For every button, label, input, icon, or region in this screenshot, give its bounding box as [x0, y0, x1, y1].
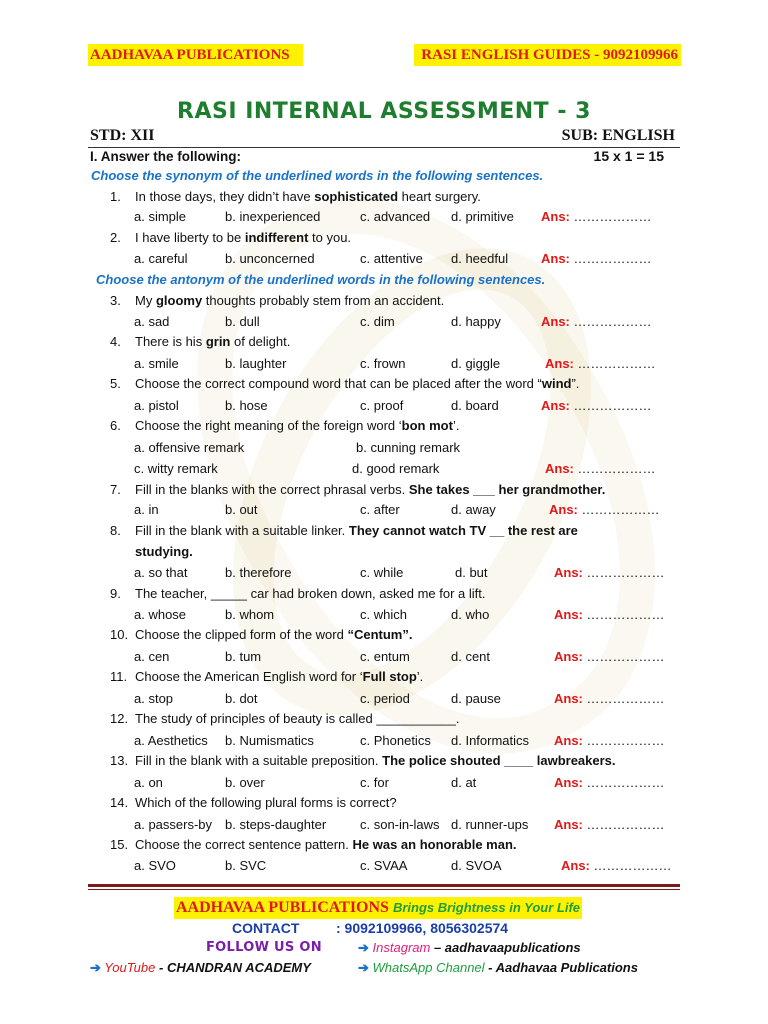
- question-emphasis: grin: [205, 334, 231, 349]
- option-c[interactable]: c. Phonetics: [360, 733, 431, 748]
- option-a[interactable]: a. on: [134, 775, 163, 790]
- option-a[interactable]: a. careful: [134, 251, 188, 266]
- question-text: Which of the following plural forms is correct?: [135, 795, 397, 810]
- question-6: [110, 418, 459, 433]
- option-b[interactable]: b. tum: [225, 649, 262, 664]
- question-number: 6.: [110, 418, 121, 433]
- subject-label: SUB: ENGLISH: [561, 127, 675, 144]
- question-5: [110, 376, 579, 391]
- option-d[interactable]: d. giggle: [451, 356, 501, 371]
- answer-blank[interactable]: [541, 209, 652, 224]
- page-title: RASI INTERNAL ASSESSMENT - 3: [177, 99, 591, 124]
- answer-blank[interactable]: [541, 314, 652, 329]
- option-c[interactable]: c. witty remark: [134, 461, 218, 476]
- footer-banner: [174, 897, 582, 919]
- contact-numbers: : 9092109966, 8056302574: [336, 920, 509, 936]
- answer-blank[interactable]: [554, 733, 665, 748]
- option-c[interactable]: c. son-in-laws: [360, 817, 440, 832]
- option-b[interactable]: b. whom: [225, 607, 275, 622]
- footer-tagline: Brings Brightness in Your Life: [392, 900, 581, 915]
- question-text: Choose the right meaning of the foreign word ‘: [135, 418, 402, 433]
- question-emphasis: gloomy: [155, 293, 203, 308]
- instagram-handle: – aadhavaapublications: [433, 940, 581, 955]
- question-number: 13.: [110, 753, 129, 768]
- option-a[interactable]: a. stop: [134, 691, 174, 706]
- option-a[interactable]: a. passers-by: [134, 817, 213, 832]
- option-b[interactable]: b. laughter: [225, 356, 287, 371]
- question-emphasis: indifferent: [244, 230, 309, 245]
- question-text: I have liberty to be: [135, 230, 245, 245]
- option-c[interactable]: c. while: [360, 565, 404, 580]
- question-number: 3.: [110, 293, 121, 308]
- answer-label: Ans:: [545, 461, 574, 476]
- answer-label: Ans:: [561, 858, 590, 873]
- option-a[interactable]: a. pistol: [134, 398, 179, 413]
- option-c[interactable]: c. attentive: [360, 251, 423, 266]
- answer-dots: ………………: [586, 733, 665, 748]
- answer-dots: ………………: [573, 209, 652, 224]
- question-text: Choose the American English word for ‘: [135, 669, 363, 684]
- answer-dots: ………………: [586, 691, 665, 706]
- question-text: Choose the clipped form of the word: [135, 627, 348, 642]
- option-d[interactable]: d. away: [451, 502, 496, 517]
- option-c[interactable]: c. advanced: [360, 209, 431, 224]
- option-d[interactable]: d. board: [451, 398, 499, 413]
- whatsapp-label: WhatsApp Channel: [372, 960, 485, 975]
- option-d[interactable]: d. pause: [451, 691, 501, 706]
- answer-label: Ans:: [554, 565, 583, 580]
- answer-dots: ………………: [577, 461, 656, 476]
- question-2: [110, 230, 351, 245]
- question-number: 9.: [110, 586, 121, 601]
- option-d[interactable]: d. SVOA: [451, 858, 502, 873]
- instagram-label: Instagram: [372, 940, 431, 955]
- answer-blank[interactable]: [554, 691, 665, 706]
- answer-label: Ans:: [554, 649, 583, 664]
- whatsapp-channel: - Aadhavaa Publications: [488, 960, 638, 975]
- answer-label: Ans:: [541, 398, 570, 413]
- answer-blank[interactable]: [541, 398, 652, 413]
- question-10: [110, 627, 412, 642]
- question-8: [110, 523, 578, 538]
- answer-blank[interactable]: [554, 565, 665, 580]
- question-9: [110, 586, 486, 601]
- question-14: [110, 795, 397, 810]
- answer-blank[interactable]: [541, 251, 652, 266]
- option-c[interactable]: c. which: [360, 607, 407, 622]
- answer-dots: ………………: [586, 775, 665, 790]
- question-text: The study of principles of beauty is called ___________.: [135, 711, 460, 726]
- option-b[interactable]: b. Numismatics: [225, 733, 314, 748]
- option-c[interactable]: c. entum: [360, 649, 410, 664]
- option-c[interactable]: c. dim: [360, 314, 395, 329]
- question-number: 1.: [110, 189, 121, 204]
- section-marks: 15 x 1 = 15: [593, 148, 664, 164]
- question-text: Fill in the blank with a suitable linker.: [135, 523, 349, 538]
- answer-dots: ………………: [586, 565, 665, 580]
- footer-divider-thin: [88, 889, 680, 890]
- option-b[interactable]: b. hose: [225, 398, 268, 413]
- question-number: 11.: [110, 669, 128, 684]
- option-d[interactable]: d. but: [455, 565, 488, 580]
- answer-label: Ans:: [549, 502, 578, 517]
- question-text: Fill in the blank with a suitable preposition.: [135, 753, 383, 768]
- question-number: 15.: [110, 837, 129, 852]
- option-b[interactable]: b. over: [225, 775, 265, 790]
- footer-divider: [88, 884, 680, 887]
- option-c[interactable]: c. proof: [360, 398, 404, 413]
- question-text-end: thoughts probably stem from an accident.: [202, 293, 445, 308]
- question-text-end: ’.: [416, 669, 424, 684]
- header-publisher: AADHAVAA PUBLICATIONS: [88, 44, 303, 66]
- answer-label: Ans:: [541, 209, 570, 224]
- option-a[interactable]: a. SVO: [134, 858, 176, 873]
- std-label: STD: XII: [90, 127, 155, 144]
- option-a[interactable]: a. smile: [134, 356, 179, 371]
- question-text-end: ”.: [571, 376, 580, 391]
- question-number: 10.: [110, 627, 129, 642]
- arrow-right-icon: ➔: [358, 940, 369, 955]
- option-d[interactable]: d. good remark: [352, 461, 440, 476]
- option-b[interactable]: b. cunning remark: [356, 440, 461, 455]
- answer-dots: ………………: [581, 502, 660, 517]
- option-c[interactable]: c. SVAA: [360, 858, 408, 873]
- question-12: [110, 711, 460, 726]
- option-c[interactable]: c. after: [360, 502, 400, 517]
- option-c[interactable]: c. for: [360, 775, 389, 790]
- follow-us-heading: FOLLOW US ON: [206, 940, 322, 955]
- option-d[interactable]: d. heedful: [451, 251, 509, 266]
- instruction-antonym: Choose the antonym of the underlined words in the following sentences.: [96, 272, 546, 287]
- answer-dots: ………………: [586, 607, 665, 622]
- answer-label: Ans:: [541, 314, 570, 329]
- youtube-link[interactable]: [90, 960, 311, 976]
- option-a[interactable]: a. offensive remark: [134, 440, 245, 455]
- question-text-end: ’.: [452, 418, 460, 433]
- option-a[interactable]: a. sad: [134, 314, 170, 329]
- answer-blank[interactable]: [545, 356, 656, 371]
- answer-blank[interactable]: [554, 649, 665, 664]
- option-a[interactable]: a. simple: [134, 209, 187, 224]
- question-11: [110, 669, 423, 684]
- option-b[interactable]: b. out: [225, 502, 258, 517]
- answer-label: Ans:: [554, 775, 583, 790]
- answer-label: Ans:: [545, 356, 574, 371]
- question-text: My: [135, 293, 156, 308]
- question-emphasis: wind: [541, 376, 572, 391]
- question-number: 2.: [110, 230, 121, 245]
- question-text: The teacher, _____ car had broken down, asked me for a lift.: [135, 586, 486, 601]
- question-text: In those days, they didn’t have: [135, 189, 315, 204]
- question-emphasis: The police shouted ____ lawbreakers.: [382, 753, 616, 768]
- instruction-synonym: Choose the synonym of the underlined words in the following sentences.: [91, 168, 544, 183]
- answer-blank[interactable]: [554, 607, 665, 622]
- answer-dots: ………………: [593, 858, 672, 873]
- option-b[interactable]: b. unconcerned: [225, 251, 315, 266]
- question-text-end: of delight.: [230, 334, 291, 349]
- question-15: [110, 837, 517, 852]
- question-emphasis: She takes ___ her grandmother.: [408, 482, 606, 497]
- option-c[interactable]: c. frown: [360, 356, 406, 371]
- answer-blank[interactable]: [549, 502, 660, 517]
- question-text: Fill in the blanks with the correct phrasal verbs.: [135, 482, 409, 497]
- answer-blank[interactable]: [545, 461, 656, 476]
- option-b[interactable]: b. steps-daughter: [225, 817, 327, 832]
- option-b[interactable]: b. dot: [225, 691, 258, 706]
- question-text-end: to you.: [308, 230, 352, 245]
- arrow-right-icon: ➔: [358, 960, 369, 975]
- option-d[interactable]: d. who: [451, 607, 490, 622]
- answer-dots: ………………: [586, 817, 665, 832]
- question-4: [110, 334, 290, 349]
- question-number: 4.: [110, 334, 121, 349]
- youtube-label: YouTube: [104, 960, 156, 975]
- option-d[interactable]: d. runner-ups: [451, 817, 529, 832]
- whatsapp-link[interactable]: [358, 960, 638, 976]
- answer-dots: ………………: [573, 314, 652, 329]
- section-title: I. Answer the following:: [90, 149, 241, 164]
- option-d[interactable]: d. happy: [451, 314, 501, 329]
- contact-label: CONTACT: [232, 920, 300, 936]
- option-b[interactable]: b. dull: [225, 314, 260, 329]
- question-continuation: studying.: [135, 544, 193, 559]
- answer-dots: ………………: [586, 649, 665, 664]
- answer-label: Ans:: [554, 607, 583, 622]
- option-d[interactable]: d. cent: [451, 649, 491, 664]
- footer-publisher: AADHAVAA PUBLICATIONS: [176, 899, 389, 916]
- question-emphasis: “Centum”.: [347, 627, 413, 642]
- option-b[interactable]: b. SVC: [225, 858, 267, 873]
- question-text: Choose the correct compound word that can be placed after the word “: [135, 376, 542, 391]
- answer-label: Ans:: [554, 733, 583, 748]
- answer-label: Ans:: [554, 817, 583, 832]
- answer-label: Ans:: [554, 691, 583, 706]
- arrow-right-icon: ➔: [90, 960, 101, 975]
- question-number: 8.: [110, 523, 121, 538]
- question-text: Choose the correct sentence pattern.: [135, 837, 353, 852]
- question-emphasis: They cannot watch TV __ the rest are: [348, 523, 578, 538]
- answer-label: Ans:: [541, 251, 570, 266]
- option-d[interactable]: d. at: [451, 775, 477, 790]
- question-13: [110, 753, 616, 768]
- header-guides-phone: RASI ENGLISH GUIDES - 9092109966: [414, 44, 681, 66]
- answer-blank[interactable]: [554, 817, 665, 832]
- answer-blank[interactable]: [561, 858, 672, 873]
- question-emphasis: Full stop: [362, 669, 417, 684]
- question-number: 7.: [110, 482, 121, 497]
- option-a[interactable]: a. cen: [134, 649, 170, 664]
- youtube-channel: - CHANDRAN ACADEMY: [159, 960, 311, 975]
- question-text-end: heart surgery.: [398, 189, 481, 204]
- question-3: [110, 293, 444, 308]
- answer-blank[interactable]: [554, 775, 665, 790]
- option-d[interactable]: d. primitive: [451, 209, 514, 224]
- answer-dots: ………………: [577, 356, 656, 371]
- option-a[interactable]: a. so that: [134, 565, 188, 580]
- answer-dots: ………………: [573, 251, 652, 266]
- question-number: 12.: [110, 711, 129, 726]
- option-b[interactable]: b. therefore: [225, 565, 292, 580]
- question-number: 14.: [110, 795, 129, 810]
- question-number: 5.: [110, 376, 121, 391]
- question-emphasis: sophisticated: [314, 189, 399, 204]
- divider-top: [88, 147, 680, 148]
- instagram-link[interactable]: [358, 940, 581, 956]
- option-d[interactable]: d. Informatics: [451, 733, 530, 748]
- question-1: [110, 189, 481, 204]
- option-a[interactable]: a. in: [134, 502, 159, 517]
- answer-dots: ………………: [573, 398, 652, 413]
- option-a[interactable]: a. whose: [134, 607, 187, 622]
- question-7: [110, 482, 605, 497]
- question-emphasis: He was an honorable man.: [352, 837, 517, 852]
- option-b[interactable]: b. inexperienced: [225, 209, 321, 224]
- option-c[interactable]: c. period: [360, 691, 410, 706]
- question-text: There is his: [135, 334, 206, 349]
- question-emphasis: bon mot: [401, 418, 453, 433]
- option-a[interactable]: a. Aesthetics: [134, 733, 208, 748]
